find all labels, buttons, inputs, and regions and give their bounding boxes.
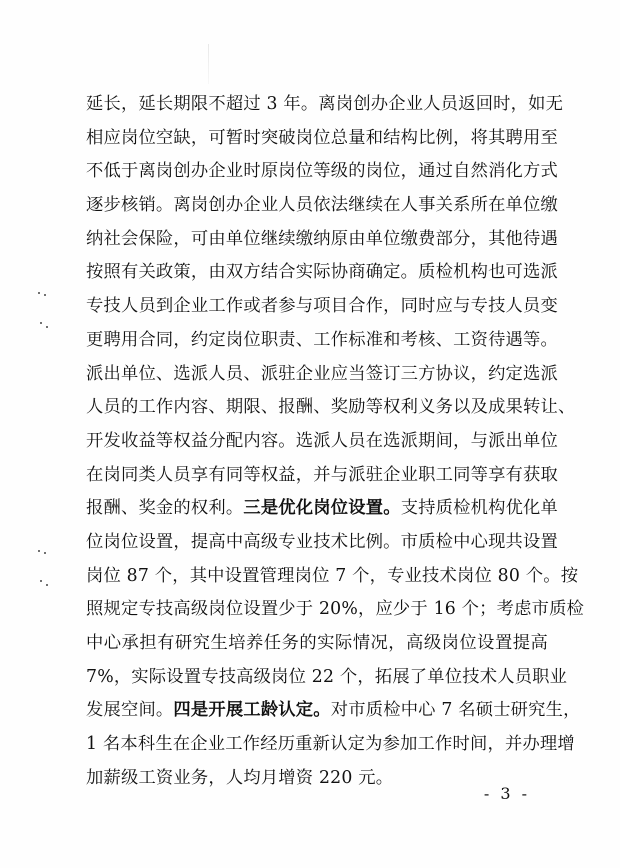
text-segment: 1 名本科生在企业工作经历重新认定为参加工作时间，并办理增 [86, 734, 575, 755]
text-segment: 纳社会保险，可由单位继续缴纳原由单位缴费部分，其他待遇 [86, 228, 558, 249]
text-line [86, 290, 558, 324]
text-segment: 报酬、奖金的权利。 [86, 498, 244, 519]
text-segment: 发展空间。 [86, 700, 174, 721]
scan-dot-mark [40, 580, 42, 582]
text-segment: 按照有关政策，由双方结合实际协商确定。质检机构也可选派 [86, 262, 558, 283]
text-line [86, 492, 559, 526]
text-segment: 开发收益等权益分配内容。选派人员在选派期间，与派出单位 [86, 430, 558, 451]
body-text [86, 88, 585, 795]
text-line [86, 459, 558, 493]
scan-dot-mark [38, 292, 40, 294]
text-segment: 延长，延长期限不超过 3 年。离岗创办企业人员返回时，如无 [86, 94, 564, 114]
text-line [86, 88, 564, 122]
text-line [86, 661, 568, 695]
text-segment: 岗位 87 个，其中设置管理岗位 7 个，专业技术岗位 80 个。按 [86, 565, 579, 586]
scan-dot-mark [44, 294, 46, 296]
text-line [86, 728, 575, 762]
text-line [86, 122, 558, 156]
text-segment: 7%，实际设置专技高级岗位 22 个，拓展了单位技术人员职业 [86, 666, 568, 687]
scan-dot-mark [46, 326, 48, 328]
text-segment: 更聘用合同，约定岗位职责、工作标准和考核、工资待遇等。 [86, 329, 558, 350]
text-segment: 中心承担有研究生培养任务的实际情况，高级岗位设置提高 [86, 633, 548, 653]
scan-dot-mark [46, 584, 48, 586]
text-line [86, 189, 558, 223]
bold-heading-phrase: 三是优化岗位设置。 [243, 498, 401, 519]
scan-dot-mark [40, 322, 42, 324]
text-segment: 人员的工作内容、期限、报酬、奖励等权利义务以及成果转让、 [86, 397, 576, 418]
scan-dot-mark [38, 550, 40, 552]
text-segment: 相应岗位空缺，可暂时突破岗位总量和结构比例，将其聘用至 [86, 127, 558, 148]
text-line [86, 256, 558, 290]
text-segment: 专技人员到企业工作或者参与项目合作，同时应与专技人员变 [86, 296, 558, 317]
bold-heading-phrase: 四是开展工龄认定。 [173, 700, 331, 721]
text-line [86, 324, 558, 358]
text-segment: 逐步核销。离岗创办企业人员依法继续在人事关系所在单位缴 [86, 195, 558, 216]
text-line [86, 155, 558, 189]
text-line [86, 593, 585, 627]
text-line [86, 694, 581, 728]
text-segment: 支持质检机构优化单 [400, 498, 559, 519]
text-line [86, 526, 558, 560]
scan-fold-mark [208, 44, 209, 84]
page-number: - 3 - [483, 784, 530, 803]
text-segment: 不低于离岗创办企业时原岗位等级的岗位，通过自然消化方式 [86, 161, 558, 182]
text-segment: 对市质检中心 7 名硕士研究生， [330, 700, 581, 721]
text-segment: 派出单位、选派人员、派驻企业应当签订三方协议，约定选派 [86, 363, 558, 384]
text-segment: 加薪级工资业务，人均月增资 220 元。 [86, 767, 394, 788]
text-segment: 在岗同类人员享有同等权益，并与派驻企业职工同等享有获取 [86, 464, 558, 485]
text-line [86, 762, 548, 796]
text-line [86, 560, 579, 594]
text-line [86, 627, 548, 661]
text-line [86, 223, 558, 257]
text-segment: 照规定专技高级岗位设置少于 20%，应少于 16 个；考虑市质检 [86, 599, 585, 620]
text-segment: 位岗位设置，提高中高级专业技术比例。市质检中心现共设置 [86, 531, 558, 552]
text-line [86, 358, 558, 392]
scan-dot-mark [44, 552, 46, 554]
text-line [86, 391, 576, 425]
text-line [86, 425, 558, 459]
